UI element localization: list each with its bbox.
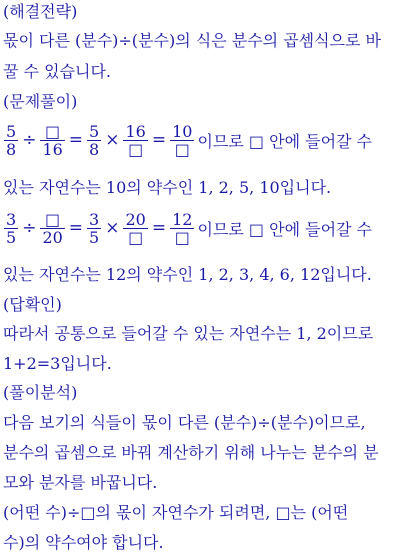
equation-1-result: 있는 자연수는 10의 약수인 1, 2, 5, 10입니다. — [3, 178, 332, 197]
fraction: $\frac{□}{16}$ — [42, 121, 63, 159]
equation-2 — [3, 208, 372, 248]
analysis-text-line-3: 모와 분자를 바꿉니다. — [3, 473, 158, 492]
fraction: $\frac{□}{20}$ — [42, 209, 63, 247]
fraction: $\frac{16}{□}$ — [125, 121, 146, 159]
solve-heading: (문제풀이) — [3, 92, 78, 111]
analysis-text-line-2: 분수의 곱셈으로 바꿔 계산하기 위해 나누는 분수의 분 — [3, 443, 379, 462]
fraction: $\frac{5}{8}$ — [6, 121, 17, 159]
analysis-text-line-5: 수)의 약수여야 합니다. — [3, 533, 164, 552]
analysis-text-line-1: 다음 보기의 식들이 몫이 다른 (분수)÷(분수)이므로, — [3, 413, 366, 432]
equation-2-result: 있는 자연수는 12의 약수인 1, 2, 3, 4, 6, 12입니다. — [3, 265, 372, 284]
hint-heading: (해결전략) — [3, 2, 78, 21]
fraction: $\frac{3}{5}$ — [89, 209, 100, 247]
answer-text-line-2: 1+2=3입니다. — [3, 354, 112, 373]
equation-1 — [3, 120, 372, 160]
equals-sign: = — [151, 218, 167, 238]
equals-sign: = — [68, 130, 84, 150]
multiply-sign: × — [105, 130, 120, 150]
analysis-heading: (풀이분석) — [3, 383, 78, 402]
analysis-text-line-4: (어떤 수)÷□의 몫이 자연수가 되려면, □는 (어떤 — [3, 503, 349, 522]
fraction: $\frac{12}{□}$ — [172, 209, 193, 247]
divide-sign: ÷ — [22, 130, 37, 150]
multiply-sign: × — [105, 218, 120, 238]
fraction: $\frac{5}{8}$ — [89, 121, 100, 159]
answer-heading: (답확인) — [3, 295, 62, 314]
fraction: $\frac{10}{□}$ — [172, 121, 193, 159]
equals-sign: = — [151, 130, 167, 150]
hint-text-line-2: 꿀 수 있습니다. — [3, 62, 111, 81]
equals-sign: = — [68, 218, 84, 238]
hint-text-line-1: 몫이 다른 (분수)÷(분수)의 식은 분수의 곱셈식으로 바 — [3, 31, 382, 50]
answer-text-line-1: 따라서 공통으로 들어갈 수 있는 자연수는 1, 2이므로 — [3, 324, 374, 343]
fraction: $\frac{3}{5}$ — [6, 209, 17, 247]
equation-tail-text: 이므로 □ 안에 들어갈 수 — [197, 219, 373, 239]
equation-tail-text: 이므로 □ 안에 들어갈 수 — [197, 131, 373, 151]
fraction: $\frac{20}{□}$ — [125, 209, 146, 247]
divide-sign: ÷ — [22, 218, 37, 238]
